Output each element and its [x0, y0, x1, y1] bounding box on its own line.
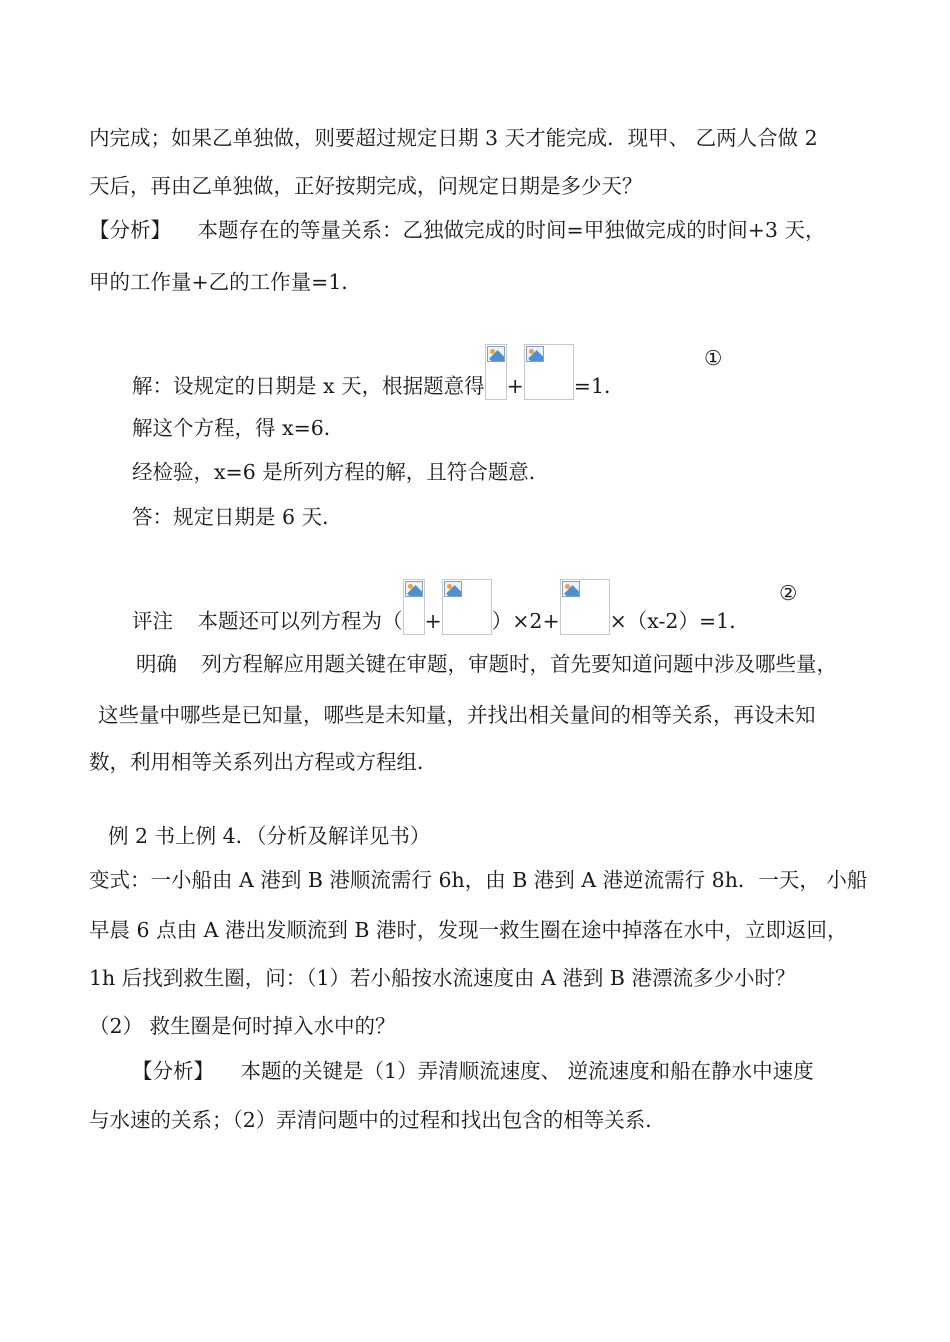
clarify-tag: 明确 [136, 652, 177, 676]
analysis-2-continued: 与水速的关系；（2）弄清问题中的过程和找出包含的相等关系． [89, 1108, 666, 1132]
analysis-2 [132, 1057, 814, 1085]
note-line [132, 579, 750, 635]
note-end: ×（x-2）=1． [609, 609, 750, 633]
solve-line: 解这个方程，得 x=6． [132, 416, 345, 440]
broken-image-icon [442, 579, 492, 635]
clarify-text: 列方程解应用题关键在审题，审题时，首先要知道问题中涉及哪些量， [201, 652, 838, 676]
variant-line-2: 早晨 6 点由 A 港出发顺流到 B 港时，发现一救生圈在途中掉落在水中，立即返回， [89, 918, 848, 942]
broken-image-icon [485, 344, 507, 400]
solution-plus: + [506, 374, 524, 398]
note-text: 本题还可以列方程为（ [197, 609, 403, 633]
broken-image-icon [560, 579, 610, 635]
note-mid: ）×2+ [491, 609, 560, 633]
variant-line-3: 1h 后找到救生圈，问：（1）若小船按水流速度由 A 港到 B 港漂流多少小时？ [89, 966, 796, 990]
broken-image-icon [403, 579, 425, 635]
note-plus: + [424, 609, 442, 633]
text-line-1: 内完成；如果乙单独做，则要超过规定日期 3 天才能完成．现甲、 乙两人合做 2 [89, 126, 818, 150]
broken-image-icon [524, 344, 574, 400]
equation-mark-2: ② [779, 581, 798, 605]
clarify-continued-2: 数，利用相等关系列出方程或方程组． [89, 750, 438, 774]
example-2: 例 2 书上例 4．（分析及解详见书） [108, 824, 431, 848]
analysis-2-text: 本题的关键是（1）弄清顺流速度、 逆流速度和船在静水中速度 [240, 1059, 814, 1083]
note-tag: 评注 [132, 609, 173, 633]
answer-line: 答：规定日期是 6 天． [132, 505, 343, 529]
equation-mark-1: ① [704, 346, 723, 370]
clarify-continued-1: 这些量中哪些是已知量，哪些是未知量，并找出相关量间的相等关系，再设未知 [98, 703, 816, 727]
analysis-2-tag: 【分析】 [132, 1059, 214, 1083]
text-line-2: 天后，再由乙单独做，正好按期完成，问规定日期是多少天？ [89, 174, 643, 198]
analysis-1-continued: 甲的工作量+乙的工作量=1． [89, 270, 362, 294]
analysis-1-text: 本题存在的等量关系：乙独做完成的时间=甲独做完成的时间+3 天， [197, 218, 826, 242]
check-line: 经检验，x=6 是所列方程的解，且符合题意． [132, 460, 550, 484]
variant-line-1: 变式：一小船由 A 港到 B 港顺流需行 6h，由 B 港到 A 港逆流需行 8h．一天， 小船 [89, 868, 868, 892]
solution-suffix: =1． [573, 374, 625, 398]
analysis-1-tag: 【分析】 [89, 218, 171, 242]
clarify-line [136, 650, 837, 678]
solution-prefix: 解：设规定的日期是 x 天，根据题意得 [132, 374, 485, 398]
solution-line [132, 344, 625, 400]
analysis-1 [89, 216, 825, 244]
variant-line-4: （2） 救生圈是何时掉入水中的？ [89, 1014, 396, 1038]
